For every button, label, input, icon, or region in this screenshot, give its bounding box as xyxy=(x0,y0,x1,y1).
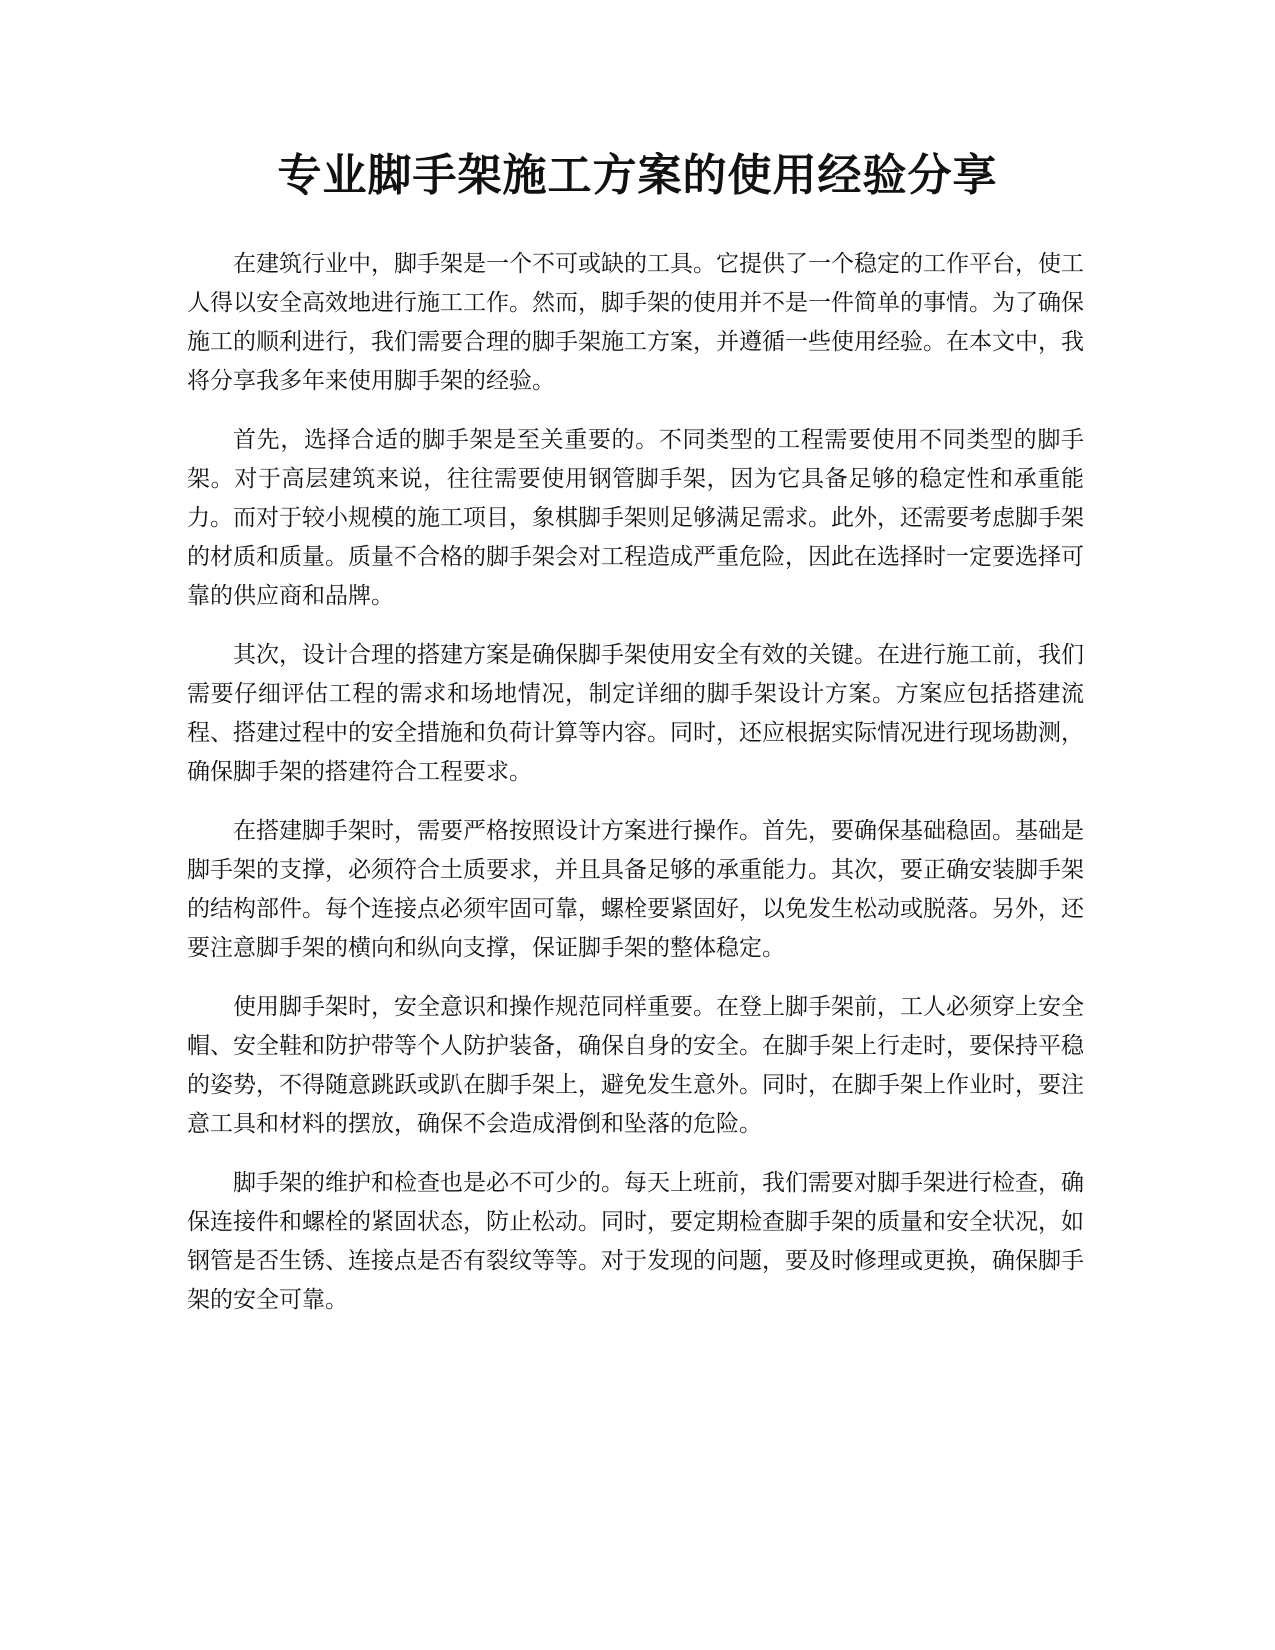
paragraph-usage-safety: 使用脚手架时，安全意识和操作规范同样重要。在登上脚手架前，工人必须穿上安全帽、安全鞋和防护带等个人防护装备，确保自身的安全。在脚手架上行走时，要保持平稳的姿势，不得随意跳跃或趴在脚手架上，避免发生意外。同时，在脚手架上作业时，要注意工具和材料的摆放，确保不会造成滑倒和坠落的危险。 xyxy=(187,994,1084,1137)
paragraph-intro: 在建筑行业中，脚手架是一个不可或缺的工具。它提供了一个稳定的工作平台，使工人得以安全高效地进行施工工作。然而，脚手架的使用并不是一件简单的事情。为了确保施工的顺利进行，我们需要合理的脚手架施工方案，并遵循一些使用经验。在本文中，我将分享我多年来使用脚手架的经验。 xyxy=(187,251,1084,394)
paragraph-design: 其次，设计合理的搭建方案是确保脚手架使用安全有效的关键。在进行施工前，我们需要仔细评估工程的需求和场地情况，制定详细的脚手架设计方案。方案应包括搭建流程、搭建过程中的安全措施和负荷计算等内容。同时，还应根据实际情况进行现场勘测，确保脚手架的搭建符合工程要求。 xyxy=(187,642,1084,785)
paragraph-selection: 首先，选择合适的脚手架是至关重要的。不同类型的工程需要使用不同类型的脚手架。对于高层建筑来说，往往需要使用钢管脚手架，因为它具备足够的稳定性和承重能力。而对于较小规模的施工项目，象棋脚手架则足够满足需求。此外，还需要考虑脚手架的材质和质量。质量不合格的脚手架会对工程造成严重危险，因此在选择时一定要选择可靠的供应商和品牌。 xyxy=(187,427,1084,609)
page-title: 专业脚手架施工方案的使用经验分享 xyxy=(277,150,998,201)
paragraph-maintenance: 脚手架的维护和检查也是必不可少的。每天上班前，我们需要对脚手架进行检查，确保连接件和螺栓的紧固状态，防止松动。同时，要定期检查脚手架的质量和安全状况，如钢管是否生锈、连接点是否有裂纹等等。对于发现的问题，要及时修理或更换，确保脚手架的安全可靠。 xyxy=(187,1170,1084,1313)
document-body xyxy=(187,245,1084,1340)
paragraph-erection: 在搭建脚手架时，需要严格按照设计方案进行操作。首先，要确保基础稳固。基础是脚手架的支撑，必须符合土质要求，并且具备足够的承重能力。其次，要正确安装脚手架的结构部件。每个连接点必须牢固可靠，螺栓要紧固好，以免发生松动或脱落。另外，还要注意脚手架的横向和纵向支撑，保证脚手架的整体稳定。 xyxy=(187,818,1084,961)
